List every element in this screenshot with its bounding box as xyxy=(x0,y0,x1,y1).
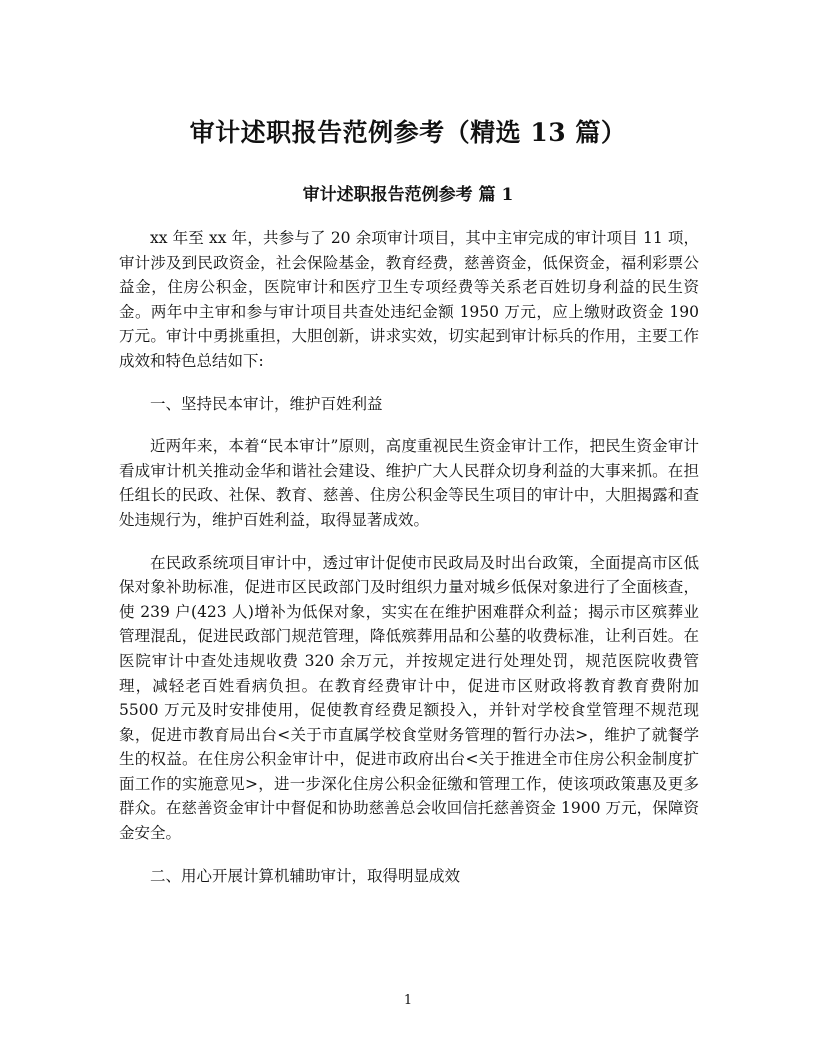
heading-two: 二、用心开展计算机辅助审计，取得明显成效 xyxy=(150,866,461,885)
paragraph-minsheng: 近两年来，本着“民本审计”原则，高度重视民生资金审计工作，把民生资金审计看成审计机关推动金华和谐社会建设、维护广大人民群众切身利益的大事来抓。在担任组长的民政、社保、教育、慈善、住房公积金等民生项目的审计中，大胆揭露和查处违规行为，维护百姓利益，取得显著成效。 xyxy=(119,437,699,529)
paragraph-intro: xx 年至 xx 年，共参与了 20 余项审计项目，其中主审完成的审计项目 11 项，审计涉及到民政资金，社会保险基金，教育经费，慈善资金，低保资金，福利彩票公益金，住房公积金，医院审计和医疗卫生专项经费等关系老百姓切身利益的民生资金。两年中主审和参与审计项目共查处违纪金额 1950 万元，应上缴财政资金 190 万元。审计中勇挑重担，大胆创新，讲求实效，切实起到审计标兵的作用，主要工作成效和特色总结如下: xyxy=(119,229,699,370)
section-title: 审计述职报告范例参考 篇 1 xyxy=(302,185,514,205)
heading-one: 一、坚持民本审计，维护百姓利益 xyxy=(150,394,383,413)
document-title: 审计述职报告范例参考（精选 13 篇） xyxy=(189,118,627,147)
paragraph-minzheng: 在民政系统项目审计中，透过审计促使市民政局及时出台政策，全面提高市区低保对象补助标准，促进市区民政部门及时组织力量对城乡低保对象进行了全面核查，使 239 户(423 人)增补为低保对象，实实在在维护困难群众利益；揭示市区殡葬业管理混乱，促进民政部门规范管理，降低殡葬用品和公墓的收费标准，让利百姓。在医院审计中查处违规收费 320 余万元，并按规定进行处理处罚，规范医院收费管理，减轻老百姓看病负担。在教育经费审计中，促进市区财政将教育教育费附加 5500 万元及时安排使用，促使教育经费足额投入，并针对学校食堂管理不规范现象，促进市教育局出台<关于市直属学校食堂财务管理的暂行办法>，维护了就餐学生的权益。在住房公积金审计中，促进市政府出台<关于推进全市住房公积金制度扩面工作的实施意见>，进一步深化住房公积金征缴和管理工作，使该项政策惠及更多群众。在慈善资金审计中督促和协助慈善总会收回信托慈善资金 1900 万元，保障资金安全。 xyxy=(119,553,699,843)
page-number: 1 xyxy=(403,993,413,1008)
document-body xyxy=(119,226,699,906)
